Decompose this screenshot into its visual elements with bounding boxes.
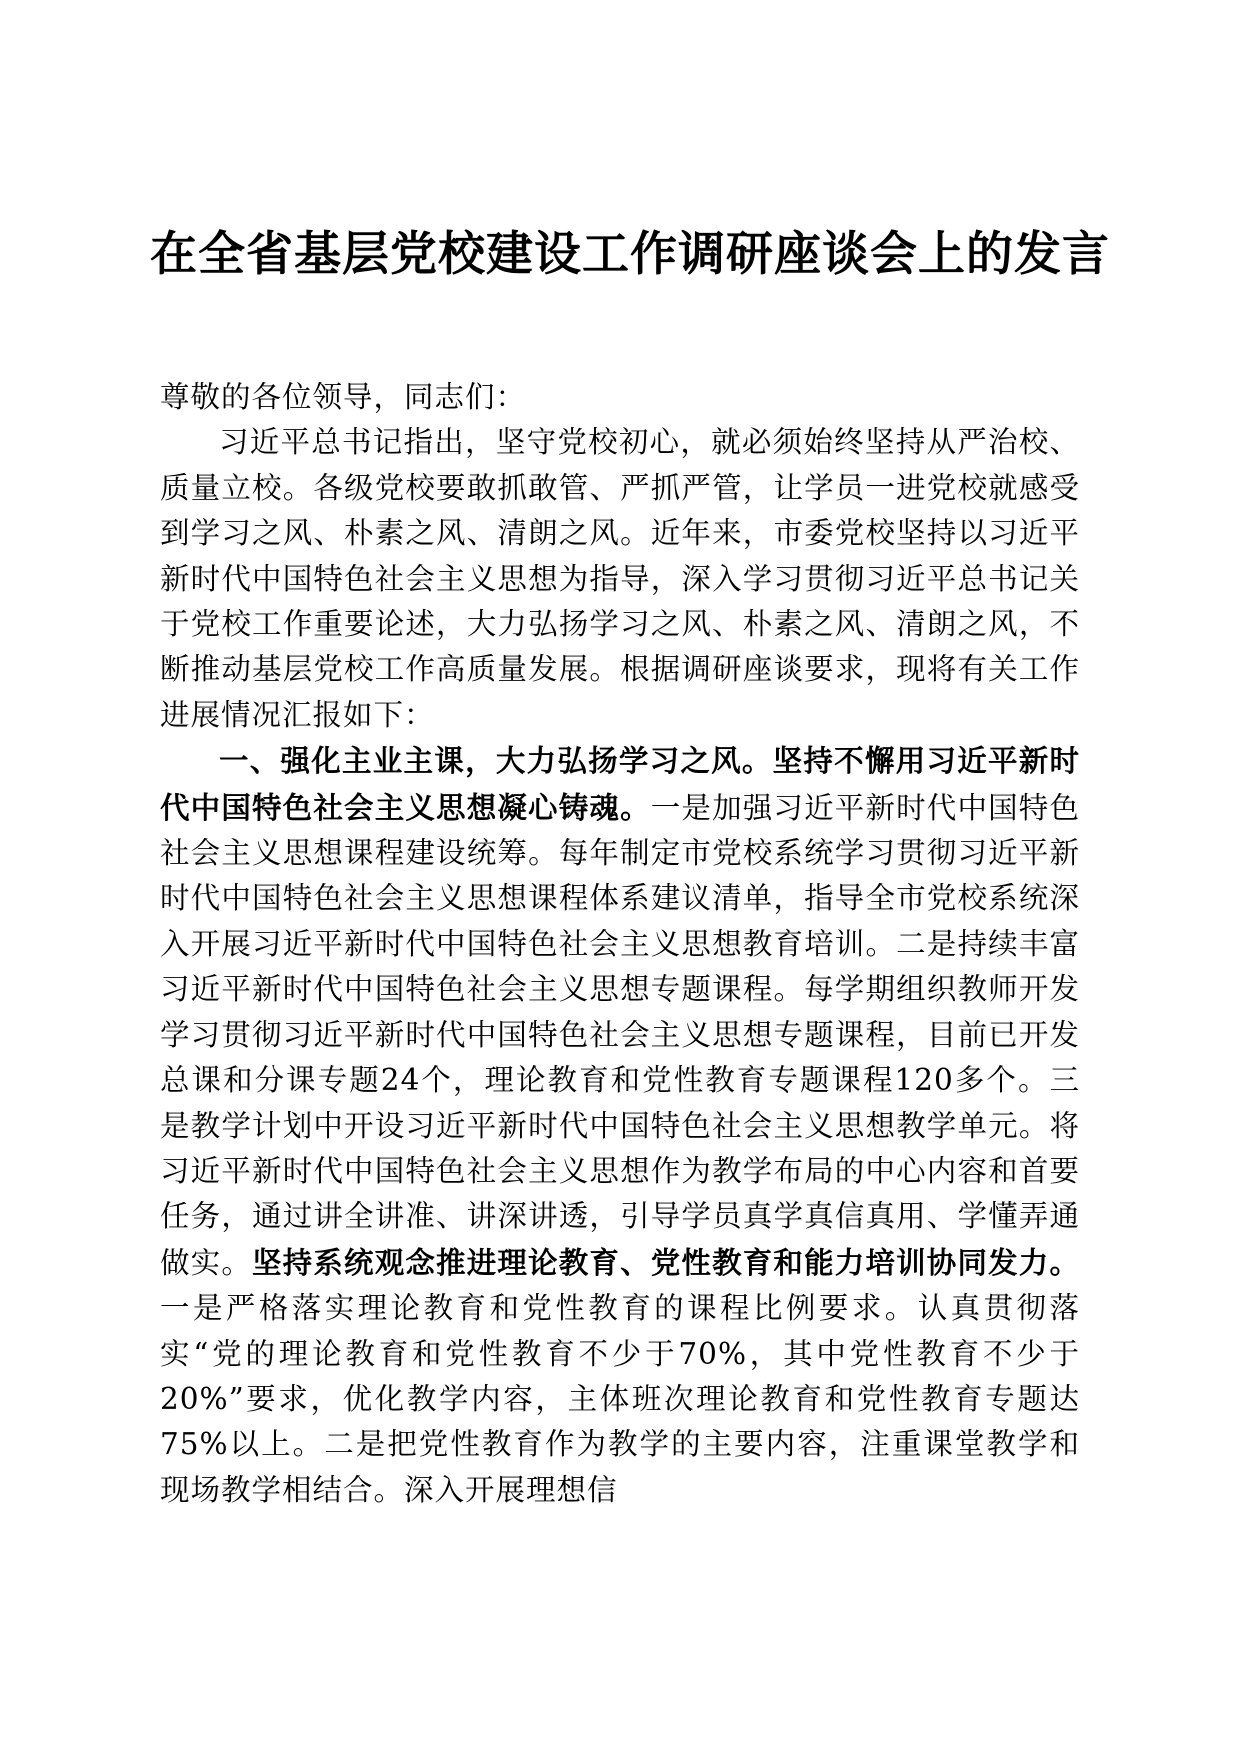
salutation: 尊敬的各位领导，同志们： xyxy=(160,380,527,414)
section-1-heading: 一、强化主业主课，大力弘扬学习之风。 xyxy=(219,743,773,779)
point-1-text: 一是加强习近平新时代中国特色社会主义思想课程建设统筹。每年制定市党校系统学习贯彻习近平新时代中国特色社会主义思想课程体系建议清单，指导全市党校系统深入开展习近平新时代中国特色社会主义思想教育培训。二是持续丰富习近平新时代中国特色社会主义思想专题课程。每学期组织教师开发学习贯彻习近平新时代中国特色社会主义思想专题课程，目前已开发总课和分课专题24个，理论教育和党性教育专题课程120多个。三是教学计划中开设习近平新时代中国特色社会主义思想教学单元。将习近平新时代中国特色社会主义思想作为教学布局的中心内容和首要任务，通过讲全讲准、讲深讲透，引导学员真学真信真用、学懂弄通做实。 xyxy=(160,790,1080,1280)
intro-paragraph: 习近平总书记指出，坚守党校初心，就必须始终坚持从严治校、质量立校。各级党校要敢抓敢管、严抓严管，让学员一进党校就感受到学习之风、朴素之风、清朗之风。近年来，市委党校坚持以习近平新时代中国特色社会主义思想为指导，深入学习贯彻习近平总书记关于党校工作重要论述，大力弘扬学习之风、朴素之风、清朗之风，不断推动基层党校工作高质量发展。根据调研座谈要求，现将有关工作进展情况汇报如下： xyxy=(160,425,1080,732)
point-2-text: 一是严格落实理论教育和党性教育的课程比例要求。认真贯彻落实“党的理论教育和党性教育不少于70%，其中党性教育不少于20%”要求，优化教学内容，主体班次理论教育和党性教育专题达75%以上。二是把党性教育作为教学的主要内容，注重课堂教学和现场教学相结合。深入开展理想信 xyxy=(160,1291,1080,1507)
point-1-heading: 坚持不懈用习近平新时代中国特色社会主义思想凝心铸魂。 xyxy=(160,743,1080,825)
document-title: 在全省基层党校建设工作调研座谈会上的发言 xyxy=(150,227,1110,282)
point-2-heading: 坚持系统观念推进理论教育、党性教育和能力培训协同发力。 xyxy=(252,1244,1080,1280)
document-body xyxy=(160,375,1080,1513)
section-1-paragraph xyxy=(160,738,1080,1513)
